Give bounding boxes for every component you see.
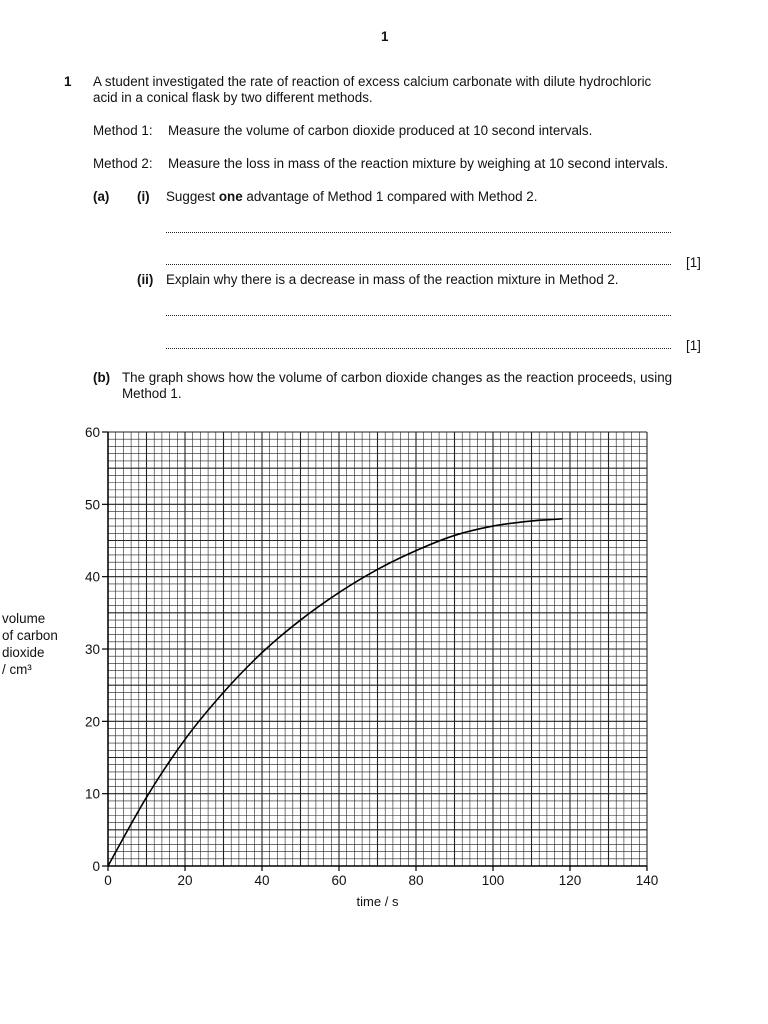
answer-line-a-ii-2[interactable] <box>166 348 671 349</box>
answer-line-a-i-1[interactable] <box>166 232 671 233</box>
x-tick-label: 80 <box>408 873 424 888</box>
method1-text: Measure the volume of carbon dioxide produced at 10 second intervals. <box>168 123 593 138</box>
part-b-text-line2: Method 1. <box>122 386 182 401</box>
y-tick-label: 50 <box>84 497 100 513</box>
y-axis-label-line2: of carbon <box>2 628 58 643</box>
question-intro-line2: acid in a conical flask by two different methods. <box>93 90 373 105</box>
method2-label: Method 2: <box>93 156 153 171</box>
marks-a-ii: [1] <box>686 338 701 353</box>
question-intro-line1: A student investigated the rate of reaction of excess calcium carbonate with dilute hydrochloric <box>93 74 652 89</box>
y-tick-label: 40 <box>84 569 100 585</box>
x-tick-label: 20 <box>177 873 193 888</box>
part-b-label: (b) <box>93 370 111 385</box>
method1-label: Method 1: <box>93 123 153 138</box>
part-a-ii-question: Explain why there is a decrease in mass of the reaction mixture in Method 2. <box>166 272 619 287</box>
y-tick-label: 0 <box>92 859 100 874</box>
part-a-i-text-bold: one <box>218 189 243 204</box>
page-number: 1 <box>381 29 389 44</box>
y-axis-label-line4: / cm³ <box>2 662 32 677</box>
y-axis-label <box>2 610 58 678</box>
part-a-i-label: (i) <box>137 189 150 204</box>
y-axis-label-line1: volume <box>2 611 46 626</box>
x-axis-label: time / s <box>356 894 399 909</box>
graph-grid <box>108 432 647 866</box>
x-tick-label: 120 <box>558 873 582 888</box>
question-number: 1 <box>64 74 72 89</box>
y-tick-label: 30 <box>84 642 100 657</box>
part-a-label: (a) <box>93 189 110 204</box>
x-tick-label: 140 <box>635 873 659 888</box>
y-axis-label-line3: dioxide <box>2 645 45 660</box>
x-tick-label: 100 <box>481 873 505 888</box>
part-a-ii-label: (ii) <box>137 272 154 287</box>
y-tick-label: 20 <box>84 714 100 730</box>
part-a-i-text-before: Suggest <box>166 189 219 204</box>
part-a-i-text-after: advantage of Method 1 compared with Method 2. <box>242 189 538 204</box>
y-tick-label: 10 <box>84 786 100 802</box>
part-a-i-question <box>166 189 537 205</box>
method2-text: Measure the loss in mass of the reaction mixture by weighing at 10 second intervals. <box>168 156 669 171</box>
x-tick-label: 40 <box>254 873 270 888</box>
co2-volume-graph <box>0 420 768 920</box>
y-tick-label: 60 <box>84 425 100 440</box>
answer-line-a-i-2[interactable] <box>166 264 671 265</box>
x-tick-label: 60 <box>331 873 347 888</box>
part-b-text-line1: The graph shows how the volume of carbon dioxide changes as the reaction proceeds, using <box>122 370 673 385</box>
x-tick-label: 0 <box>104 873 112 888</box>
marks-a-i: [1] <box>686 255 701 270</box>
answer-line-a-ii-1[interactable] <box>166 315 671 316</box>
